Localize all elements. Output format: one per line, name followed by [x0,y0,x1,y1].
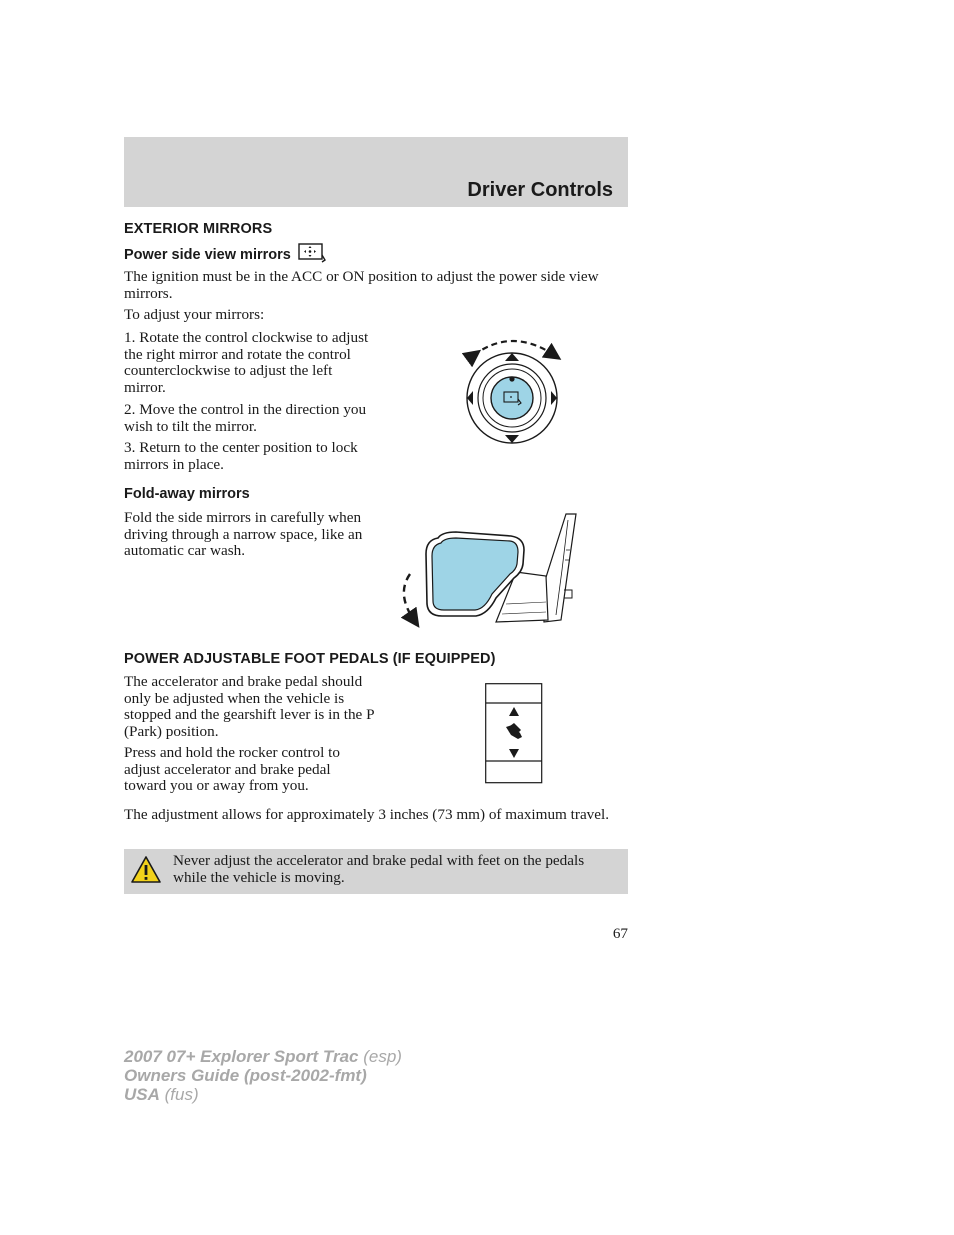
footer-market: USA [124,1085,160,1104]
page-number: 67 [612,925,628,942]
section-header-bar [124,137,628,207]
pedal-rocker-control-diagram [485,683,543,784]
mirror-control-icon [298,243,326,263]
warning-text: Never adjust the accelerator and brake pedal with feet on the pedals while the vehicle is moving. [173,852,585,886]
fold-away-text: Fold the side mirrors in carefully when driving through a narrow space, like an automatic car wash. [124,509,363,560]
exterior-mirrors-heading: EXTERIOR MIRRORS [124,221,273,237]
fold-away-heading: Fold-away mirrors [124,486,250,502]
footer-line-2 [124,1066,402,1085]
footer-guide: Owners Guide (post-2002-fmt) [124,1066,367,1085]
warning-triangle-icon [130,855,162,885]
adjust-intro: To adjust your mirrors: [124,306,265,323]
ignition-paragraph: The ignition must be in the ACC or ON position to adjust the power side view mirrors. [124,268,599,302]
power-mirrors-heading-text: Power side view mirrors [124,247,291,263]
pedals-paragraph-2: Press and hold the rocker control to adjust accelerator and brake pedal toward you or away from you. [124,744,340,795]
section-title: Driver Controls [467,179,613,201]
footer-model-code: (esp) [358,1047,402,1066]
fold-mirror-illustration [396,510,586,628]
pedals-paragraph-1: The accelerator and brake pedal should only be adjusted when the vehicle is stopped and the gearshift lever is in the P (Park) position. [124,673,374,740]
footer-line-3 [124,1085,402,1104]
step-1: 1. Rotate the control clockwise to adjust the right mirror and rotate the control counterclockwise to adjust the left mirror. [124,329,369,396]
footer-line-1 [124,1047,402,1066]
step-3: 3. Return to the center position to lock mirrors in place. [124,439,358,473]
footer-market-code: (fus) [159,1085,199,1104]
footer-document-info [124,1047,402,1104]
foot-pedals-heading: POWER ADJUSTABLE FOOT PEDALS (IF EQUIPPED) [124,651,496,667]
step-2: 2. Move the control in the direction you wish to tilt the mirror. [124,401,367,435]
mirror-control-diagram [462,333,562,448]
warning-box [124,849,628,894]
fold-arrow [404,574,414,620]
power-mirrors-heading [124,243,326,263]
footer-model: 2007 07+ Explorer Sport Trac [124,1047,359,1066]
pedals-paragraph-3: The adjustment allows for approximately 3 inches (73 mm) of maximum travel. [124,806,610,823]
